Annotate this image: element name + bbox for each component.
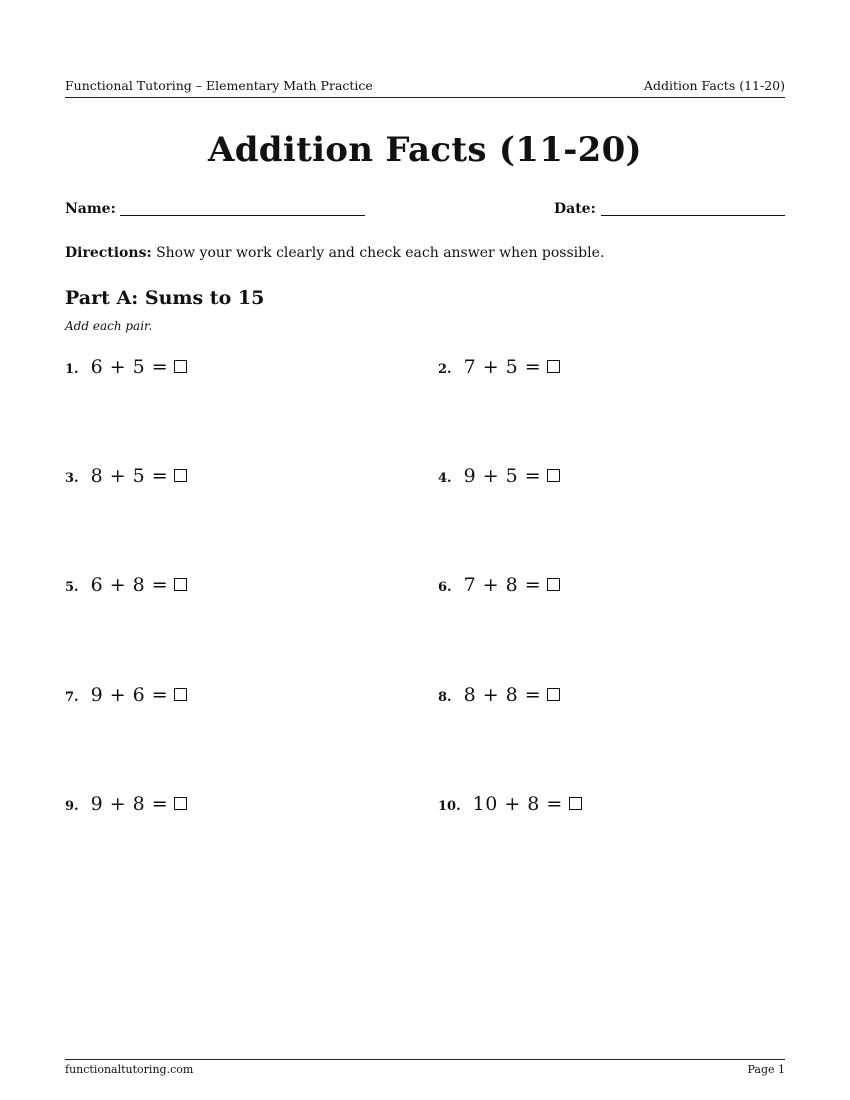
- directions-text: Show your work clearly and check each answer when possible.: [156, 245, 605, 261]
- problem-number: 5.: [65, 580, 79, 595]
- problem-expression: 10 + 8 =: [472, 793, 563, 815]
- problem-5: [65, 574, 187, 598]
- problem-expression: 7 + 8 =: [463, 574, 542, 596]
- name-label: Name:: [65, 201, 116, 217]
- problem-number: 6.: [438, 580, 452, 595]
- directions: [65, 245, 604, 261]
- footer-website: functionaltutoring.com: [65, 1063, 194, 1076]
- page-footer: [65, 1059, 785, 1076]
- page-header: [65, 78, 785, 98]
- answer-box[interactable]: [547, 360, 560, 373]
- problem-expression: 9 + 8 =: [90, 793, 169, 815]
- answer-box[interactable]: [174, 688, 187, 701]
- problem-expression: 9 + 5 =: [463, 465, 542, 487]
- problem-1: [65, 356, 187, 380]
- problem-number: 4.: [438, 471, 452, 486]
- problem-number: 9.: [65, 799, 79, 814]
- answer-box[interactable]: [174, 360, 187, 373]
- problem-10: [438, 793, 582, 817]
- answer-box[interactable]: [174, 578, 187, 591]
- problem-9: [65, 793, 187, 817]
- problem-expression: 9 + 6 =: [90, 684, 169, 706]
- problem-number: 2.: [438, 362, 452, 377]
- problem-2: [438, 356, 560, 380]
- problem-number: 8.: [438, 690, 452, 705]
- problem-number: 1.: [65, 362, 79, 377]
- problem-4: [438, 465, 560, 489]
- problem-expression: 7 + 5 =: [463, 356, 542, 378]
- date-label: Date:: [554, 201, 596, 217]
- answer-box[interactable]: [174, 469, 187, 482]
- problem-3: [65, 465, 187, 489]
- problem-6: [438, 574, 560, 598]
- name-answer-line[interactable]: [120, 215, 365, 216]
- answer-box[interactable]: [174, 797, 187, 810]
- footer-page-number: Page 1: [747, 1063, 785, 1076]
- page-title: Addition Facts (11-20): [208, 130, 642, 170]
- problem-expression: 6 + 8 =: [90, 574, 169, 596]
- problem-expression: 8 + 8 =: [463, 684, 542, 706]
- part-a-heading: Part A: Sums to 15: [65, 287, 265, 309]
- name-field[interactable]: [65, 201, 116, 217]
- header-right-text: Addition Facts (11-20): [643, 78, 785, 93]
- answer-box[interactable]: [569, 797, 582, 810]
- answer-box[interactable]: [547, 469, 560, 482]
- answer-box[interactable]: [547, 688, 560, 701]
- date-field[interactable]: [554, 201, 596, 217]
- problem-number: 3.: [65, 471, 79, 486]
- header-left-text: Functional Tutoring – Elementary Math Practice: [65, 78, 373, 93]
- problem-8: [438, 684, 560, 708]
- problem-expression: 8 + 5 =: [90, 465, 169, 487]
- part-a-subheading: Add each pair.: [65, 319, 153, 333]
- answer-box[interactable]: [547, 578, 560, 591]
- date-answer-line[interactable]: [601, 215, 785, 216]
- directions-label: Directions:: [65, 245, 152, 261]
- problem-number: 10.: [438, 799, 461, 814]
- problem-7: [65, 684, 187, 708]
- problem-expression: 6 + 5 =: [90, 356, 169, 378]
- problem-number: 7.: [65, 690, 79, 705]
